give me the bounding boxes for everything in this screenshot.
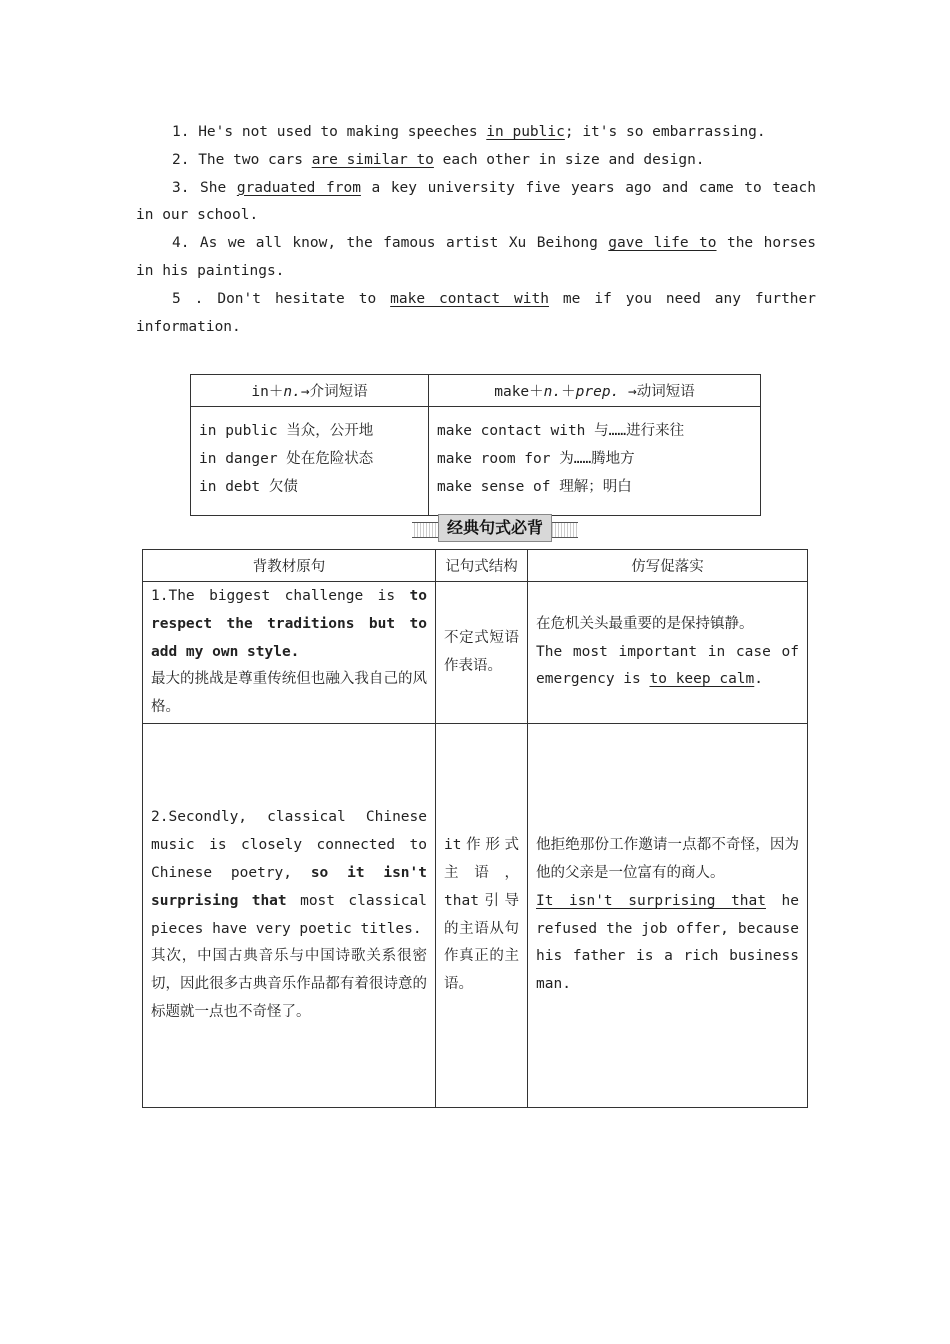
phrase-item: make room for 为……腾地方	[437, 451, 635, 467]
sentence-number: 2.	[172, 151, 190, 168]
original-text: 2.Secondly, classical Chinese music is closely connected to Chinese poetry,	[151, 809, 427, 881]
sentence-2	[136, 147, 816, 175]
sentence-number: 3.	[172, 179, 190, 196]
sentence-row-1	[143, 582, 808, 724]
sentence-number: 4.	[172, 235, 190, 252]
sentence-answer: gave life to	[608, 235, 717, 252]
phrase-table-body	[191, 407, 761, 516]
practice-answer: It isn't surprising that	[536, 892, 766, 909]
phrase-item: in danger 处在危险状态	[199, 451, 374, 467]
structure-note: 不定式短语作表语。	[436, 582, 528, 724]
practice-chinese: 他拒绝那份工作邀请一点都不奇怪，因为他的父亲是一位富有的商人。	[536, 837, 799, 881]
original-sentence	[143, 724, 436, 1108]
prep-phrases	[191, 407, 429, 516]
practice-answer: to keep calm	[649, 671, 755, 688]
sentence-table-header	[143, 550, 808, 582]
header-practice: 仿写促落实	[528, 550, 808, 582]
structure-note: it作形式主语，that引导的主语从句作真正的主语。	[436, 724, 528, 1108]
header-text: prep.	[575, 384, 620, 400]
practice-text: he refused the job offer, because his father is a rich business man.	[536, 892, 799, 993]
phrase-item: in public 当众，公开地	[199, 423, 374, 439]
original-english	[151, 583, 427, 666]
sentence-text: She	[189, 179, 237, 196]
fill-in-sentences	[136, 119, 816, 341]
header-text: make＋	[494, 384, 544, 400]
phrase-table	[190, 374, 761, 516]
sentence-text: the horses in his paintings.	[136, 235, 816, 279]
sentence-pattern-table	[142, 549, 808, 1108]
right-header	[429, 375, 761, 407]
original-text: 1.The biggest challenge is	[151, 588, 410, 604]
verb-phrases	[429, 407, 761, 516]
sentence-answer: make contact with	[390, 290, 549, 307]
header-text: n.	[283, 384, 301, 400]
key-pattern: to respect the traditions but to add my own style.	[151, 588, 427, 660]
original-sentence	[143, 582, 436, 724]
practice-text: .	[754, 671, 763, 688]
section-title: 经典句式必背	[438, 514, 552, 542]
sentence-answer: in public	[486, 124, 565, 140]
practice-chinese: 在危机关头最重要的是保持镇静。	[536, 615, 754, 632]
section-banner	[412, 514, 578, 542]
header-structure: 记句式结构	[436, 550, 528, 582]
header-text: →介词短语	[300, 384, 368, 400]
header-original: 背教材原句	[143, 550, 436, 582]
phrase-item: make sense of 理解；明白	[437, 479, 632, 495]
sentence-answer: graduated from	[236, 179, 361, 196]
header-text: →动词短语	[619, 384, 695, 400]
practice-sentence	[528, 724, 808, 1108]
sentence-5	[136, 286, 816, 342]
sentence-text: ; it's so embarrassing.	[564, 124, 766, 140]
header-text: ＋	[561, 384, 576, 400]
sentence-text: The two cars	[189, 151, 312, 168]
sentence-1	[136, 119, 816, 147]
original-text: most classical pieces have very poetic titles.	[151, 892, 427, 937]
sentence-text: As we all know, the famous artist Xu Beihong	[189, 235, 609, 252]
practice-sentence	[528, 582, 808, 724]
phrase-item: in debt 欠债	[199, 479, 298, 495]
practice-english	[536, 888, 799, 999]
original-translation: 其次，中国古典音乐与中国诗歌关系很密切，因此很多古典音乐作品都有着很诗意的标题就一点也不奇怪了。	[151, 948, 427, 1020]
sentence-text: a key university five years ago and came to teach in our school.	[136, 179, 816, 224]
phrase-item: make contact with 与……进行来往	[437, 423, 685, 439]
sentence-4	[136, 230, 816, 286]
key-pattern: so it isn't surprising that	[151, 864, 427, 909]
practice-english	[536, 639, 799, 695]
sentence-text: He's not used to making speeches	[189, 124, 487, 140]
sentence-3	[136, 175, 816, 231]
practice-text: The most important in case of emergency is	[536, 643, 799, 688]
sentence-text: Don't hesitate to	[203, 290, 391, 307]
header-text: n.	[543, 384, 562, 400]
sentence-text: each other in size and design.	[433, 151, 705, 168]
sentence-text: me if you need any further information.	[136, 290, 816, 335]
header-text: in＋	[251, 384, 284, 400]
sentence-row-2	[143, 724, 808, 1108]
sentence-number: 1.	[172, 124, 190, 140]
sentence-answer: are similar to	[311, 151, 434, 168]
phrase-table-header	[191, 375, 761, 407]
original-english	[151, 804, 427, 943]
left-header	[191, 375, 429, 407]
original-translation: 最大的挑战是尊重传统但也融入我自己的风格。	[151, 671, 427, 716]
sentence-number: 5 .	[172, 290, 204, 307]
